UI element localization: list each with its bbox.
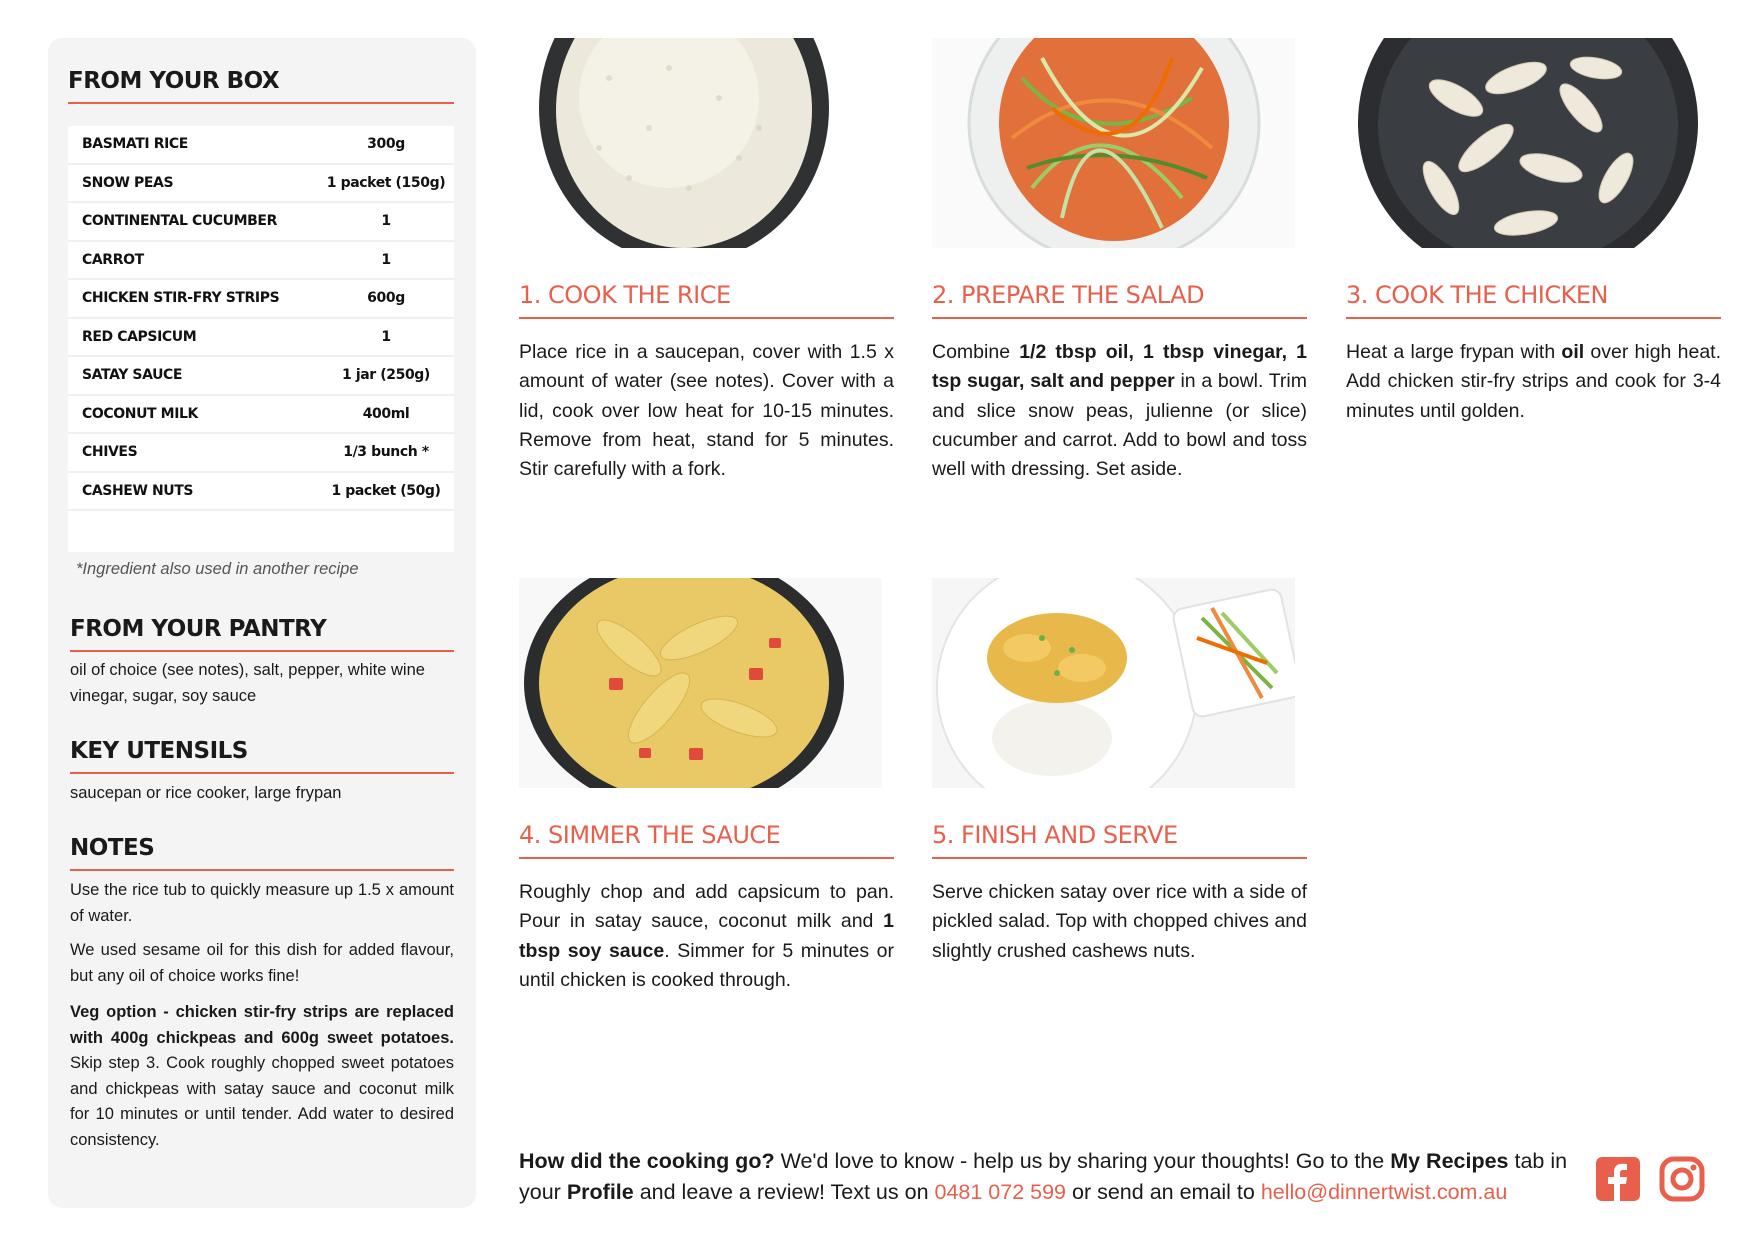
feedback-question: How did the cooking go? — [519, 1149, 775, 1173]
feedback-text-3: and leave a review! Text us on — [633, 1180, 935, 1204]
instruction-text: over high heat. Add chicken stir-fry strips and cook for 3-4 minutes until golden. — [1346, 341, 1722, 422]
ingredient-name: COCONUT MILK — [82, 405, 198, 422]
instruction-text: Combine — [932, 341, 1020, 363]
note-1: Use the rice tub to quickly measure up 1.5 x amount of water. — [70, 881, 454, 925]
ingredient-quantity: 300g — [367, 136, 405, 153]
facebook-icon[interactable] — [1595, 1156, 1641, 1202]
ingredient-row — [68, 242, 454, 281]
instruction-emphasis: oil — [1561, 341, 1585, 363]
ingredient-name: RED CAPSICUM — [82, 328, 197, 345]
instruction-text: in a bowl. Trim and slice snow peas, julienne (or slice) cucumber and carrot. Add to bowl and toss well with dressing. Set aside. — [932, 370, 1307, 481]
note-3 — [70, 1000, 454, 1153]
utensils-text: saucepan or rice cooker, large frypan — [70, 784, 342, 802]
step-2-instructions — [932, 338, 1307, 484]
ingredient-quantity: 400ml — [362, 405, 410, 422]
ingredient-row — [68, 396, 454, 435]
instruction-emphasis: 1 tbsp soy sauce — [519, 910, 894, 962]
ingredient-row — [68, 357, 454, 396]
note-3-bold: Veg option - chicken stir-fry strips are replaced with 400g chickpeas and 600g sweet potatoes. — [70, 1003, 454, 1047]
ingredient-name: CHIVES — [82, 444, 138, 461]
instruction-text: Place rice in a saucepan, cover with 1.5 x amount of water (see notes). Cover with a lid, cook over low heat for 10-15 minutes. Remove from heat, stand for 5 minutes. Stir carefully with a fork. — [519, 341, 894, 481]
ingredient-quantity: 1 packet (50g) — [331, 482, 441, 499]
utensils-heading: KEY UTENSILS — [70, 738, 454, 774]
step-1-image — [519, 38, 882, 248]
instruction-text: Heat a large frypan with — [1346, 341, 1562, 363]
ingredient-row — [68, 434, 454, 473]
profile-label: Profile — [566, 1180, 634, 1204]
instruction-emphasis: 1/2 tbsp oil, 1 tbsp vinegar, 1 tsp sugar, salt and pepper — [932, 341, 1307, 393]
ingredient-quantity: 1 — [381, 251, 391, 268]
ingredient-name: SNOW PEAS — [82, 174, 174, 191]
ingredient-quantity: 1/3 bunch * — [343, 444, 429, 461]
phone-link[interactable]: 0481 072 599 — [934, 1180, 1067, 1204]
step-2-image — [932, 38, 1295, 248]
instagram-icon[interactable] — [1659, 1156, 1705, 1202]
ingredients-sidebar — [48, 38, 476, 1208]
ingredient-row — [68, 165, 454, 204]
instruction-text: Serve chicken satay over rice with a side of pickled salad. Top with chopped chives and slightly crushed cashews nuts. — [932, 881, 1307, 962]
ingredient-name: CASHEW NUTS — [82, 482, 194, 499]
ingredient-quantity: 1 — [381, 328, 391, 345]
step-4-title: 4. SIMMER THE SAUCE — [519, 821, 894, 859]
ingredient-name: SATAY SAUCE — [82, 367, 183, 384]
my-recipes-label: My Recipes — [1390, 1149, 1509, 1173]
ingredient-name: BASMATI RICE — [82, 136, 188, 153]
notes-heading: NOTES — [70, 835, 454, 871]
step-1-title: 1. COOK THE RICE — [519, 281, 894, 319]
step-4-instructions — [519, 878, 894, 995]
ingredient-quantity: 1 jar (250g) — [342, 367, 430, 384]
ingredient-footnote: *Ingredient also used in another recipe — [76, 560, 359, 578]
step-1-instructions — [519, 338, 894, 484]
ingredient-name: CHICKEN STIR-FRY STRIPS — [82, 290, 280, 307]
ingredient-name: CARROT — [82, 251, 144, 268]
pantry-text: oil of choice (see notes), salt, pepper, white wine vinegar, sugar, soy sauce — [70, 661, 425, 705]
feedback-message — [519, 1146, 1589, 1208]
step-2-title: 2. PREPARE THE SALAD — [932, 281, 1307, 319]
instruction-text: Roughly chop and add capsicum to pan. Pour in satay sauce, coconut milk and — [519, 881, 894, 933]
note-3-rest: Skip step 3. Cook roughly chopped sweet potatoes and chickpeas with satay sauce and coconut milk for 10 minutes or until tender. Add water to desired consistency. — [70, 1054, 454, 1149]
ingredient-quantity: 600g — [367, 290, 405, 307]
step-3-image — [1346, 38, 1709, 248]
box-heading: FROM YOUR BOX — [68, 68, 454, 104]
ingredient-row — [68, 473, 454, 512]
feedback-text-4: or send an email to — [1066, 1180, 1261, 1204]
ingredient-quantity: 1 — [381, 213, 391, 230]
ingredient-row — [68, 280, 454, 319]
note-2: We used sesame oil for this dish for added flavour, but any oil of choice works fine! — [70, 941, 454, 985]
step-3-title: 3. COOK THE CHICKEN — [1346, 281, 1721, 319]
email-link[interactable]: hello@dinnertwist.com.au — [1260, 1180, 1508, 1204]
step-5-image — [932, 578, 1295, 788]
step-5-instructions — [932, 878, 1307, 966]
step-4-image — [519, 578, 882, 788]
ingredient-row — [68, 126, 454, 165]
ingredient-row — [68, 203, 454, 242]
feedback-text-1: We'd love to know - help us by sharing your thoughts! Go to the — [774, 1149, 1391, 1173]
instruction-text: . Simmer for 5 minutes or until chicken is cooked through. — [519, 939, 895, 991]
ingredient-quantity: 1 packet (150g) — [326, 174, 446, 191]
feedback-text-2: tab in your — [519, 1149, 1568, 1204]
ingredient-row — [68, 319, 454, 358]
ingredient-name: CONTINENTAL CUCUMBER — [82, 213, 277, 230]
step-3-instructions — [1346, 338, 1721, 426]
ingredients-table — [68, 126, 454, 552]
pantry-heading: FROM YOUR PANTRY — [70, 616, 454, 652]
step-5-title: 5. FINISH AND SERVE — [932, 821, 1307, 859]
